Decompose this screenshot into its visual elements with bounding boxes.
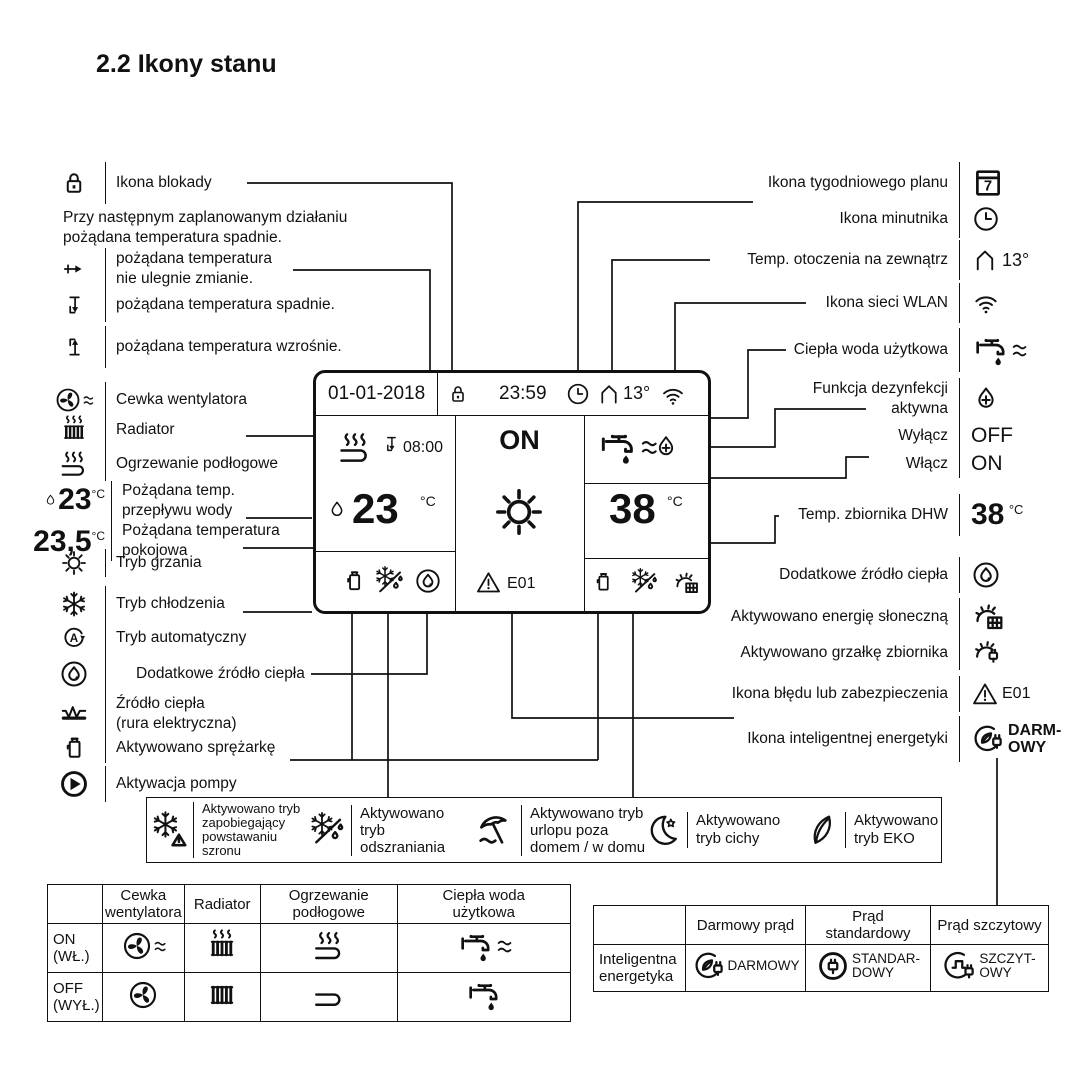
legend-label: Aktywowano grzałkę zbiornika: [610, 636, 960, 670]
flow-temp-unit: °C: [420, 493, 436, 509]
legend-label: Źródło ciepła (rura elektryczna): [105, 692, 237, 736]
table-cell: [103, 973, 185, 1022]
legend-item-house: [610, 240, 1029, 280]
flame-icon: [59, 659, 89, 689]
table-header: Darmowy prąd: [686, 906, 806, 945]
display-topbar-line: [316, 415, 708, 416]
room-temp-value: 23,5: [33, 525, 92, 558]
auto-icon: [60, 624, 88, 652]
onoff-table-grid: [47, 884, 571, 1022]
table-cell: [397, 924, 570, 973]
tap-icon: [596, 425, 640, 469]
legend-item-arrow-drop: [43, 288, 335, 322]
droplet-icon: [326, 499, 348, 521]
mode-strip: [146, 797, 942, 863]
arrow-rise-icon: [61, 334, 87, 360]
legend-item-clock: [610, 200, 1001, 238]
dhw-unit-ref: °C: [1008, 502, 1024, 517]
mode-label: Aktywowano tryb urlopu poza domem / w domu: [521, 805, 645, 856]
flame-icon: [971, 560, 1001, 590]
flow-temp-unit: °C: [91, 487, 105, 501]
free-energy-tag: DARM- OWY: [1008, 722, 1062, 756]
table-cell: [103, 924, 185, 973]
topbar-divider: [437, 373, 438, 415]
heat-waves-icon: [497, 936, 512, 957]
display-time: 23:59: [499, 383, 547, 404]
defrost-icon: [375, 566, 405, 596]
fan-with-waves-icon: [54, 386, 94, 414]
sun-icon: [60, 549, 88, 577]
legend-label: Wyłącz: [610, 420, 960, 452]
floor-icon: [311, 977, 347, 1013]
legend-label: pożądana temperatura nie ulegnie zmianie.: [105, 248, 272, 290]
row-label: Inteligentna energetyka: [594, 945, 686, 992]
tap-with-waves-icon: [971, 330, 1027, 370]
lock-icon: [59, 168, 89, 198]
table-header: Ciepła woda użytkowa: [397, 885, 570, 924]
tank-heater-icon: [971, 637, 1003, 669]
note-line: pożądana temperatura spadnie.: [63, 229, 282, 246]
smart-energy-icon: [692, 949, 726, 983]
energy-table: [593, 905, 1049, 992]
mode-item-frost-prevent: [149, 798, 300, 862]
legend-label: Włącz: [610, 450, 960, 478]
svg-text:7: 7: [983, 178, 993, 195]
thermostat-display: [313, 370, 711, 614]
radiator-hot-icon: [205, 929, 239, 963]
arrow-drop-icon: [61, 292, 87, 318]
right-cell-divider-1: [584, 483, 708, 484]
heat-waves-icon: [83, 393, 94, 408]
schedule-note: [63, 208, 347, 248]
solar-icon: [971, 600, 1005, 634]
frost-prevent-icon: [152, 811, 190, 849]
mode-label: Aktywowano tryb zapobiegający powstawaniu szronu: [193, 802, 300, 858]
table-cell: [260, 973, 397, 1022]
heat-waves-icon: [154, 938, 166, 955]
mode-label: Aktywowano tryb EKO: [845, 812, 938, 848]
legend-item-calendar7: [610, 162, 1005, 204]
wifi-icon: [659, 381, 687, 409]
legend-label: Ikona błędu lub zabezpieczenia: [610, 676, 960, 712]
legend-item-snowflake: [43, 586, 225, 622]
left-cell-divider: [316, 551, 455, 552]
display-outdoor-temp: 13°: [623, 383, 651, 403]
legend-item-heat-pipe: [43, 692, 237, 736]
legend-item-sun: [43, 549, 202, 577]
table-cell: [397, 973, 570, 1022]
house-icon: [596, 381, 622, 407]
wifi-icon: [971, 288, 1001, 318]
page-title: 2.2 Ikony stanu: [96, 50, 277, 78]
mode-label: Aktywowano tryb odszraniania: [351, 805, 445, 856]
power-state: ON: [499, 425, 540, 455]
clock-icon: [565, 381, 591, 407]
defrost-icon: [631, 568, 659, 596]
onoff-table: [47, 884, 571, 1022]
floor-hot-icon: [311, 928, 347, 964]
legend-label: Ikona minutnika: [610, 200, 960, 238]
table-header: Prąd szczytowy: [931, 906, 1049, 945]
legend-label: Radiator: [105, 413, 175, 447]
snowflake-icon: [59, 589, 89, 619]
schedule-time: 08:00: [403, 439, 444, 456]
heat-waves-icon: [1012, 340, 1027, 361]
dhw-temp-unit: °C: [667, 493, 683, 509]
clock-icon: [971, 204, 1001, 234]
room-temp-unit: °C: [91, 529, 105, 543]
holiday-icon: [475, 810, 515, 850]
display-date: 01-01-2018: [328, 383, 426, 404]
legend-label: Ikona sieci WLAN: [610, 283, 960, 323]
right-cell-divider-2: [584, 558, 708, 559]
legend-label: Ikona inteligentnej energetyki: [610, 716, 960, 762]
peak-plug-icon: [943, 949, 977, 983]
legend-item-arrow-nochange: [43, 248, 272, 290]
sun-icon: [492, 485, 546, 539]
legend-item-wifi: [610, 283, 1001, 323]
calendar7-icon: [971, 166, 1005, 200]
legend-label: pożądana temperatura spadnie.: [105, 288, 335, 322]
tap-with-waves-icon: [456, 926, 512, 966]
flow-temp-value: 23: [352, 485, 399, 532]
svg-text:A: A: [69, 632, 79, 646]
legend-item-tap-wave: [610, 328, 1027, 372]
legend-label: Dodatkowe źródło ciepła: [105, 656, 305, 692]
droplet-plus-icon: [652, 433, 680, 461]
arrow-drop-icon: [380, 433, 402, 455]
solar-icon: [672, 569, 700, 597]
legend-item-radiator-hot: [43, 413, 175, 447]
mode-item-quiet: [639, 798, 780, 862]
table-header: Cewka wentylatora: [103, 885, 185, 924]
radiator-icon: [205, 978, 239, 1012]
house-icon: [971, 246, 999, 274]
table-cell: STANDAR- DOWY: [806, 945, 931, 992]
legend-label: Tryb automatyczny: [105, 620, 246, 656]
dhw-temp-value: 38: [609, 485, 656, 532]
legend-label: pożądana temperatura wzrośnie.: [105, 326, 342, 368]
quiet-icon: [645, 812, 681, 848]
plug-circle-icon: [816, 949, 850, 983]
legend-label: Aktywowano energię słoneczną: [610, 598, 960, 636]
table-header: Ogrzewanie podłogowe: [260, 885, 397, 924]
legend-item-warn: [610, 676, 1030, 712]
legend-label: Aktywowano sprężarkę: [105, 733, 275, 763]
droplet-icon: [43, 493, 58, 508]
tap-icon: [971, 330, 1011, 370]
mode-item-holiday: [469, 798, 645, 862]
legend-item-arrow-rise: [43, 326, 342, 368]
legend-label: Tryb grzania: [105, 549, 202, 577]
legend-label: Aktywacja pompy: [105, 766, 237, 802]
row-label: ON (WŁ.): [48, 924, 103, 973]
warn-icon: [971, 680, 999, 708]
compressor-icon: [340, 567, 368, 595]
table-header: [48, 885, 103, 924]
tap-icon: [456, 926, 496, 966]
tap-with-waves-icon: [596, 425, 658, 469]
fan-icon: [54, 386, 82, 414]
legend-label: Temp. zbiornika DHW: [610, 494, 960, 536]
eco-icon: [805, 813, 839, 847]
error-code-ref: E01: [1002, 685, 1031, 702]
flow-temp-value: 23: [58, 483, 92, 516]
warn-icon: [475, 569, 502, 596]
legend-item-smart-energy: [610, 716, 1061, 762]
fan-icon: [127, 979, 159, 1011]
legend-label: Funkcja dezynfekcji aktywna: [610, 378, 960, 420]
legend-item-auto: [43, 620, 246, 656]
state-text: ON: [971, 452, 1003, 475]
row-label: OFF (WYŁ.): [48, 973, 103, 1022]
mode-label: Aktywowano tryb cichy: [687, 812, 780, 848]
defrost-icon: [310, 812, 346, 848]
legend-label: Cewka wentylatora: [105, 382, 247, 418]
fan-with-waves-icon: [121, 930, 166, 962]
heat-pipe-icon: [59, 699, 89, 729]
mode-item-defrost: [305, 798, 445, 862]
compressor-icon: [590, 569, 616, 595]
legend-item-compressor: [43, 733, 275, 763]
legend-label: Dodatkowe źródło ciepła: [610, 557, 960, 593]
state-text: OFF: [971, 424, 1013, 447]
table-cell: [260, 924, 397, 973]
radiator-hot-icon: [59, 415, 89, 445]
table-header: Prąd standardowy: [806, 906, 931, 945]
legend-item-lock: [43, 162, 212, 204]
error-code: E01: [507, 575, 536, 592]
flame-icon: [414, 567, 442, 595]
lock-icon: [446, 382, 470, 406]
legend-label: Tryb chłodzenia: [105, 586, 225, 622]
droplet-plus-icon: [971, 384, 1001, 414]
legend-item-flame: [43, 656, 305, 692]
mode-item-eco: [799, 798, 938, 862]
legend-item-floor-hot: [43, 447, 278, 481]
legend-label: Pożądana temp. przepływu wody Pożądana temperatura pokojowa: [111, 481, 280, 561]
legend-label: Temp. otoczenia na zewnątrz: [610, 240, 960, 280]
dhw-temp-ref: 38: [971, 498, 1005, 531]
legend-item-tank-heater: [610, 636, 1003, 670]
smart-energy-icon: [971, 722, 1005, 756]
legend-label: Ikona tygodniowego planu: [610, 162, 960, 204]
tap-icon: [464, 975, 504, 1015]
table-cell: [184, 973, 260, 1022]
legend-label: Ikona blokady: [105, 162, 212, 204]
floor-hot-icon: [58, 448, 90, 480]
compressor-icon: [59, 733, 89, 763]
display-col-divider-2: [584, 415, 585, 611]
arrow-nochange-icon: [61, 256, 87, 282]
table-cell: SZCZYT- OWY: [931, 945, 1049, 992]
fan-icon: [121, 930, 153, 962]
outdoor-temp-ref: 13°: [1002, 249, 1030, 270]
table-cell: [184, 924, 260, 973]
table-header: [594, 906, 686, 945]
floor-hot-icon: [336, 429, 374, 467]
table-cell: DARMOWY: [686, 945, 806, 992]
table-header: Radiator: [184, 885, 260, 924]
note-line: Przy następnym zaplanowanym działaniu: [63, 209, 348, 226]
legend-label: Ciepła woda użytkowa: [610, 328, 960, 372]
legend-label: Ogrzewanie podłogowe: [105, 447, 278, 481]
energy-table-grid: [593, 905, 1049, 992]
pump-icon: [58, 768, 90, 800]
